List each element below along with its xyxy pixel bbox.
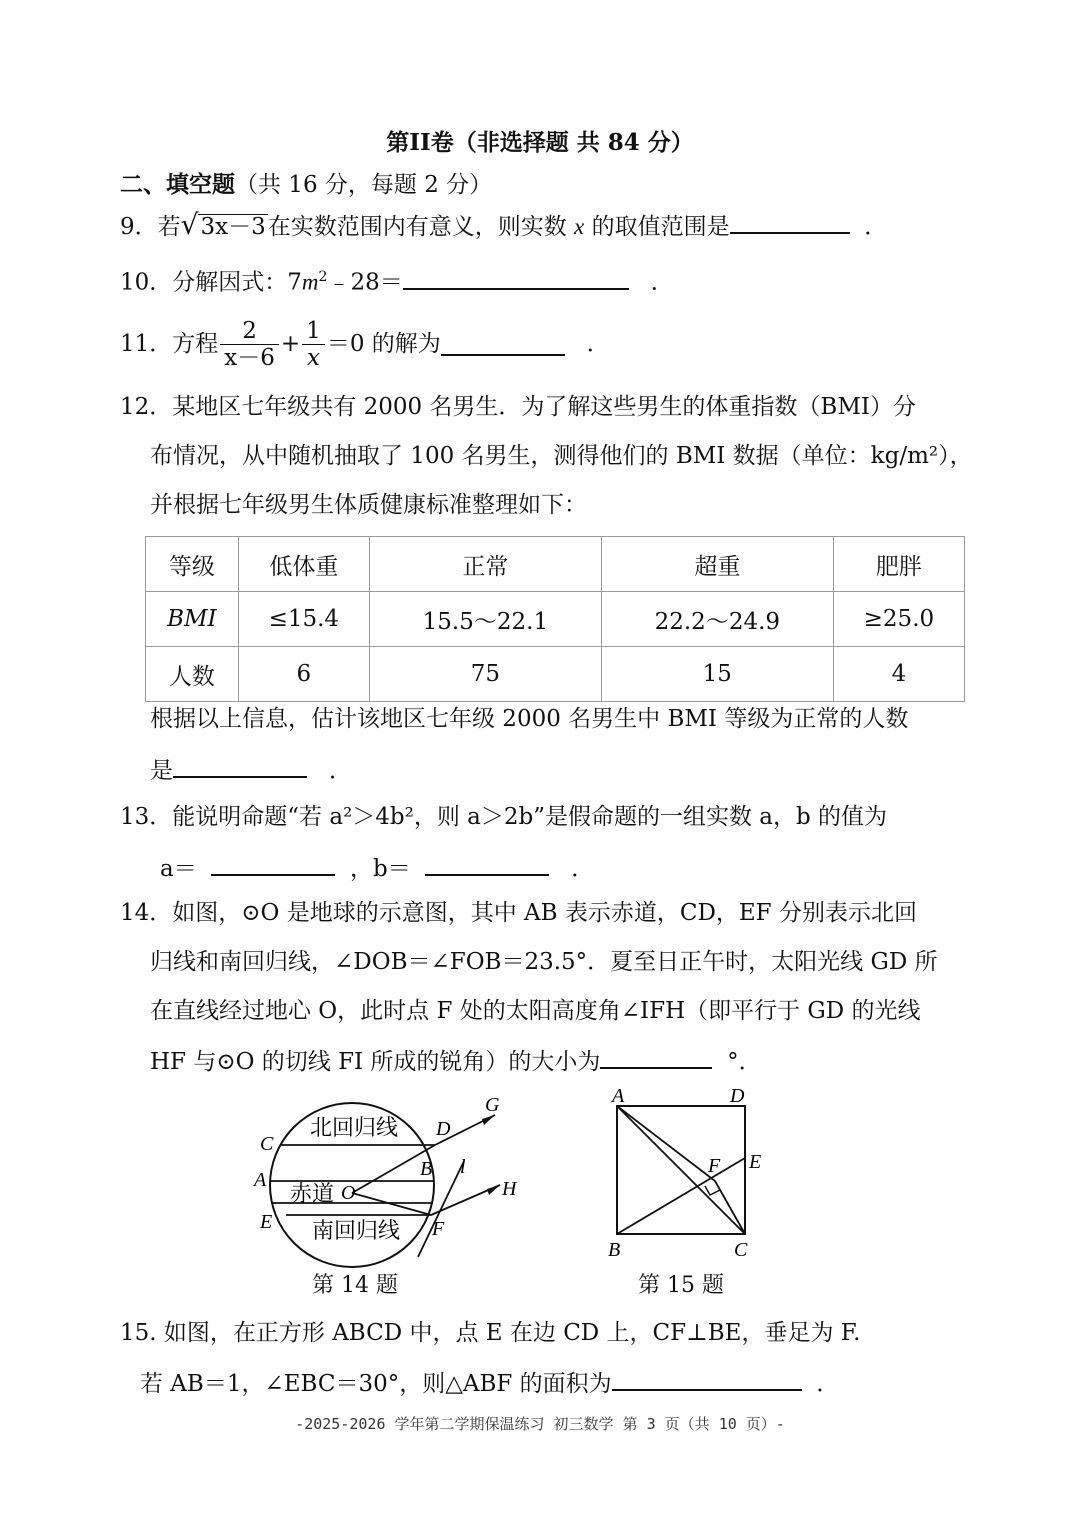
- answer-blank-13-a[interactable]: [211, 852, 335, 876]
- text: 分解因式：7: [172, 269, 302, 296]
- answer-blank-10[interactable]: [403, 266, 629, 290]
- question-number: 15.: [120, 1320, 157, 1346]
- period: ．: [816, 1371, 840, 1397]
- question-9: [120, 210, 887, 242]
- text: 某地区七年级共有 2000 名男生．为了解这些男生的体重指数（BMI）分: [172, 394, 916, 420]
- text: HF 与⊙O 的切线 FI 所成的锐角）的大小为: [150, 1049, 601, 1075]
- answer-blank-15[interactable]: [612, 1367, 802, 1391]
- label-c: C: [260, 1133, 274, 1155]
- question-11: [120, 312, 610, 376]
- label-d: D: [436, 1118, 451, 1140]
- label-a: A: [254, 1169, 267, 1191]
- question-14-line-2: 归线和南回归线，∠DOB＝∠FOB＝23.5°．夏至日正午时，太阳光线 GD 所: [150, 949, 938, 975]
- sqrt-symbol: √: [180, 208, 199, 241]
- label-g: G: [485, 1094, 500, 1116]
- answer-blank-14[interactable]: [600, 1045, 712, 1069]
- table-cell: 肥胖: [833, 537, 964, 592]
- label-south-tropic: 南回归线: [312, 1218, 401, 1243]
- table-cell: 15.5～22.1: [369, 592, 601, 647]
- text: 若: [157, 214, 181, 240]
- text: 如图，⊙O 是地球的示意图，其中 AB 表示赤道，CD，EF 分别表示北回: [172, 900, 917, 926]
- degree-end: °．: [727, 1049, 762, 1075]
- label-north-tropic: 北回归线: [310, 1115, 399, 1140]
- fraction-1: [220, 318, 279, 371]
- text: 的取值范围是: [591, 214, 730, 240]
- figure-14-caption: 第 14 题: [312, 1273, 398, 1298]
- section-heading: [120, 166, 492, 199]
- label-b: B: [420, 1158, 433, 1180]
- table-cell: 75: [369, 647, 601, 702]
- text: ，b＝: [349, 856, 411, 882]
- question-number: 12．: [120, 394, 173, 420]
- part-title: 第II卷（非选择题 共 84 分）: [386, 129, 694, 156]
- question-13-line-2: [160, 852, 594, 884]
- exponent: 2: [318, 269, 328, 285]
- question-14-line-3: 在直线经过地心 O，此时点 F 处的太阳高度角∠IFH（即平行于 GD 的光线: [150, 998, 921, 1024]
- table-cell: BMI: [146, 592, 239, 647]
- table-cell: 超重: [601, 537, 833, 592]
- section-note: （共 16 分，每题 2 分）: [235, 172, 493, 198]
- text: 在实数范围内有意义，则实数: [267, 214, 567, 240]
- label-o: O: [341, 1182, 356, 1204]
- question-number: 10．: [120, 269, 173, 296]
- answer-blank-12[interactable]: [173, 754, 307, 778]
- arrow-h-icon: [487, 1185, 500, 1195]
- question-12-line-4: 根据以上信息，估计该地区七年级 2000 名男生中 BMI 等级为正常的人数: [150, 706, 909, 732]
- label-e: E: [749, 1151, 762, 1173]
- table-cell: ≤15.4: [238, 592, 369, 647]
- page-footer: -2025-2026 学年第二学期保温练习 初三数学 第 3 页（共 10 页）-: [295, 1415, 785, 1433]
- label-f: F: [708, 1155, 721, 1177]
- arrow-g-icon: [482, 1115, 495, 1125]
- question-12-line-5: [150, 754, 352, 786]
- period: ．: [571, 856, 595, 882]
- table-row: [146, 592, 965, 647]
- section-title: 二、填空题: [120, 171, 235, 198]
- answer-blank-9[interactable]: [730, 210, 850, 234]
- answer-blank-13-b[interactable]: [425, 852, 549, 876]
- table-cell: 4: [833, 647, 964, 702]
- table-row: [146, 647, 965, 702]
- table-cell: 低体重: [238, 537, 369, 592]
- radicand: 3x－3: [200, 214, 266, 240]
- table-row: [146, 537, 965, 592]
- text: 是: [150, 758, 173, 784]
- label-equator: 赤道: [290, 1181, 335, 1206]
- text: ＝0 的解为: [326, 331, 441, 357]
- question-number: 11．: [120, 331, 173, 357]
- plus-sign: +: [280, 331, 301, 357]
- table-cell: 人数: [146, 647, 239, 702]
- label-f: F: [432, 1218, 445, 1240]
- text: a＝: [160, 856, 197, 882]
- variable: m: [301, 269, 319, 295]
- segment-af: [617, 1106, 715, 1181]
- question-10: [120, 262, 674, 298]
- denominator: x: [307, 344, 320, 371]
- question-number: 13．: [120, 804, 173, 830]
- label-l: l: [460, 1156, 466, 1178]
- answer-blank-11[interactable]: [441, 332, 565, 356]
- denominator: x－6: [224, 344, 275, 371]
- fraction-2: [302, 318, 325, 371]
- line-of: [352, 1193, 431, 1215]
- figure-15-square: [600, 1082, 780, 1264]
- label-d: D: [730, 1085, 745, 1107]
- numerator: 1: [302, 318, 325, 345]
- text: ﹣28＝: [327, 269, 403, 296]
- text: 若 AB＝1，∠EBC＝30°，则△ABF 的面积为: [140, 1371, 612, 1397]
- text: 能说明命题“若 a²＞4b²，则 a＞2b”是假命题的一组实数 a，b 的值为: [172, 804, 888, 830]
- text: 方程: [172, 331, 219, 357]
- period: ．: [586, 331, 610, 357]
- label-a: A: [612, 1085, 625, 1107]
- label-c: C: [734, 1239, 748, 1261]
- question-13-line-1: [120, 802, 887, 832]
- period: ．: [650, 269, 674, 296]
- table-cell: 正常: [369, 537, 601, 592]
- label-e: E: [260, 1211, 273, 1233]
- period: ．: [864, 214, 888, 240]
- question-12-line-2: 布情况，从中随机抽取了 100 名男生，测得他们的 BMI 数据（单位：kg/m²），: [150, 443, 973, 469]
- question-14-line-4: [150, 1045, 762, 1077]
- question-15-line-2: [140, 1367, 839, 1399]
- text: 如图，在正方形 ABCD 中，点 E 在边 CD 上，CF⊥BE，垂足为 F.: [163, 1320, 861, 1346]
- table-cell: 等级: [146, 537, 239, 592]
- question-15-line-1: [120, 1318, 860, 1348]
- period: ．: [328, 758, 352, 784]
- question-12-line-1: [120, 392, 916, 422]
- label-h: H: [502, 1178, 517, 1200]
- numerator: 2: [220, 318, 279, 345]
- variable: x: [574, 214, 585, 239]
- table-cell: ≥25.0: [833, 592, 964, 647]
- label-b: B: [608, 1239, 621, 1261]
- table-cell: 22.2～24.9: [601, 592, 833, 647]
- question-number: 14．: [120, 900, 173, 926]
- question-12-line-3: 并根据七年级男生体质健康标准整理如下：: [150, 492, 587, 518]
- question-number: 9．: [120, 214, 158, 240]
- figure-14-earth: [250, 1085, 540, 1275]
- table-cell: 6: [238, 647, 369, 702]
- table-cell: 15: [601, 647, 833, 702]
- question-14-line-1: [120, 898, 917, 928]
- bmi-table: [145, 536, 965, 702]
- figure-15-caption: 第 15 题: [638, 1273, 724, 1298]
